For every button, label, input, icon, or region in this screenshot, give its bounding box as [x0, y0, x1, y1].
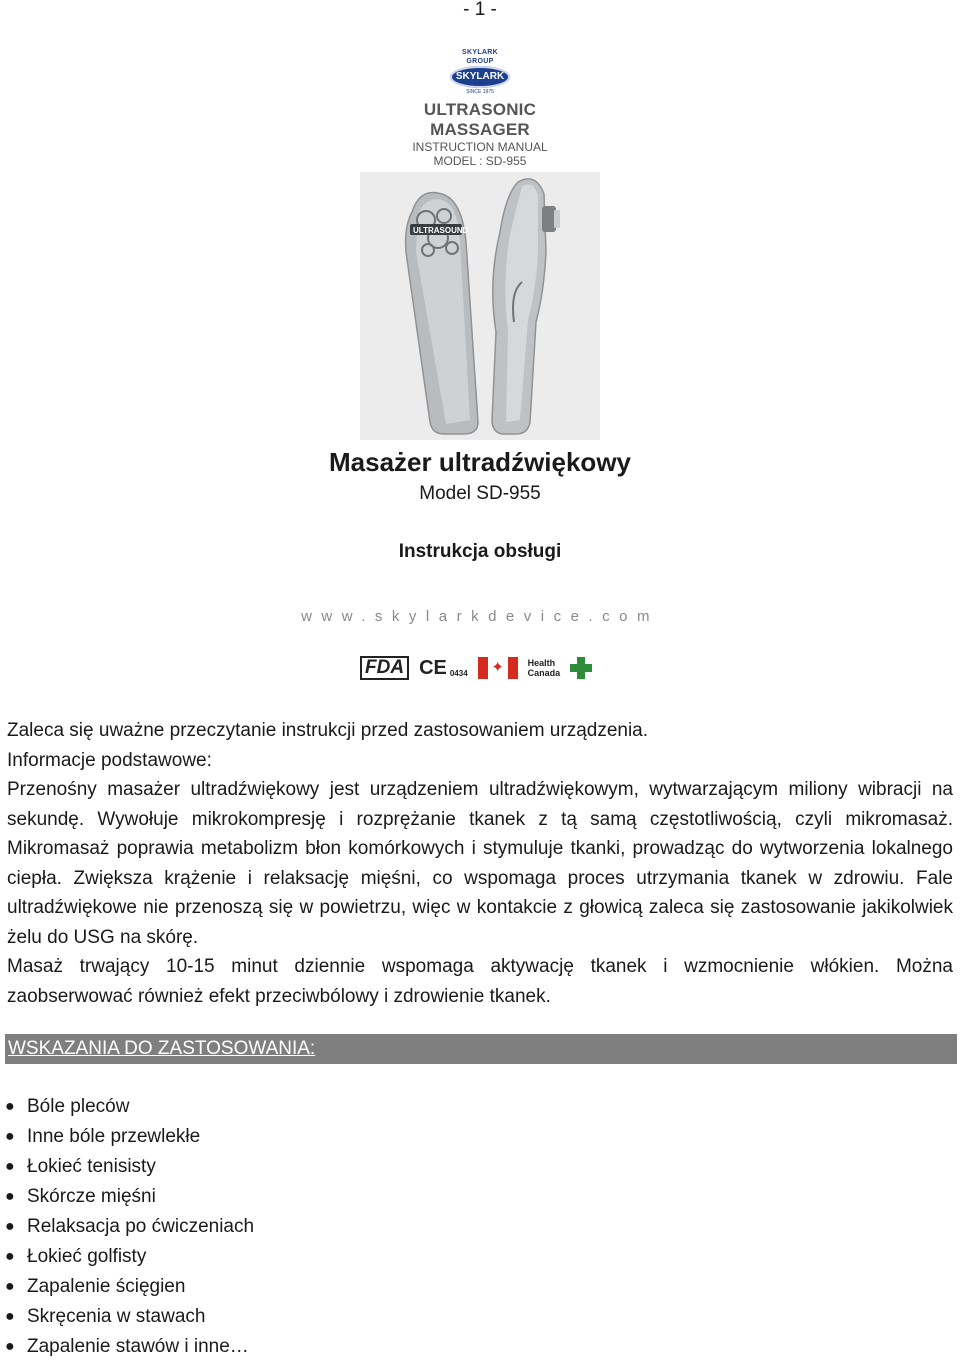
skylark-group-text: SKYLARK GROUP [462, 49, 498, 65]
product-photo [360, 172, 600, 440]
intro-paragraph: Zaleca się uważne przeczytanie instrukcji przed zastosowaniem urządzenia. [7, 720, 649, 741]
health-canada-text [528, 658, 561, 678]
bullet-icon: ● [5, 1278, 15, 1295]
bullet-icon: ● [5, 1248, 15, 1265]
list-item [5, 1182, 254, 1212]
skylark-brand-oval: SKYLARK [450, 66, 510, 88]
bullet-icon: ● [5, 1338, 15, 1355]
list-item [5, 1242, 254, 1272]
brand-header [380, 48, 580, 168]
intro-text [7, 716, 953, 1011]
bullet-icon: ● [5, 1128, 15, 1145]
manual-header-model: MODEL : SD-955 [433, 154, 527, 168]
list-item-label: Zapalenie ścięgien [27, 1276, 186, 1297]
medical-cross-icon [570, 657, 592, 679]
list-item-label: Zapalenie stawów i inne… [27, 1336, 249, 1357]
list-item [5, 1212, 254, 1242]
list-item [5, 1152, 254, 1182]
website-url: www.skylarkdevice.com [301, 608, 659, 625]
list-item [5, 1302, 254, 1332]
bullet-icon: ● [5, 1098, 15, 1115]
document-model: Model SD-955 [419, 483, 541, 504]
bullet-icon: ● [5, 1188, 15, 1205]
ce-mark: CE [419, 657, 447, 679]
list-item-label: Skręcenia w stawach [27, 1306, 206, 1327]
list-item [5, 1092, 254, 1122]
list-item [5, 1332, 254, 1362]
list-item-label: Łokieć golfisty [27, 1246, 147, 1267]
certification-logos [360, 652, 610, 684]
list-item-label: Łokieć tenisisty [27, 1156, 156, 1177]
fda-logo: FDA [360, 656, 409, 680]
bullet-icon: ● [5, 1218, 15, 1235]
manual-header-title: ULTRASONIC MASSAGER [423, 100, 537, 139]
description-paragraph: Przenośny masażer ultradźwiękowy jest urządzeniem ultradźwiękowym, wytwarzającym miliony wibracji na sekundę. Wywołuje mikrokompresję i rozprężanie tkanek z tą samą częstotliwością, czyli mikromasaż. Mikromasaż poprawia metabolizm błon komórkowych i stymuluje tkanki, prowadząc do wytworzenia lokalnego ciepła. Zwiększa krążenie i relaksację mięśni, co wspomaga proces utrzymania tkanek w zdrowiu. Fale ultradźwiękowe nie przenoszą się w powietrzu, więc w kontakcie z głowicą zaleca się zastosowanie jakikolwiek żelu do USG na skórę. [7, 779, 953, 948]
list-item-label: Skórcze mięśni [27, 1186, 156, 1207]
health-canada-line1: Health [527, 658, 556, 668]
bullet-icon: ● [5, 1308, 15, 1325]
document-title: Masażer ultradźwiękowy [329, 447, 631, 477]
list-item [5, 1272, 254, 1302]
section-title: WSKAZANIA DO ZASTOSOWANIA: [8, 1038, 316, 1059]
document-instructions-label: Instrukcja obsługi [398, 541, 562, 562]
list-item-label: Inne bóle przewlekłe [27, 1126, 201, 1147]
canada-flag-icon: ✦ [478, 657, 518, 679]
skylark-since-text: SINCE 1975 [466, 89, 494, 95]
usage-paragraph: Masaż trwający 10-15 minut dziennie wspomaga aktywację tkanek i wzmocnienie włókien. Można zaobserwować również efekt przeciwbólowy i zdrowienie tkanek. [7, 956, 953, 1007]
list-item-label: Relaksacja po ćwiczeniach [27, 1216, 255, 1237]
manual-header-subtitle: INSTRUCTION MANUAL [412, 140, 548, 154]
list-item [5, 1122, 254, 1152]
page-number: - 1 - [463, 0, 497, 20]
skylark-logo [448, 48, 512, 95]
basic-info-heading: Informacje podstawowe: [7, 749, 212, 771]
bullet-icon: ● [5, 1158, 15, 1175]
device-label: ULTRASOUND [413, 226, 469, 235]
list-item-label: Bóle pleców [27, 1096, 130, 1117]
indications-list [5, 1092, 254, 1362]
ce-number: 0434 [449, 668, 468, 678]
health-canada-line2: Canada [527, 668, 561, 678]
